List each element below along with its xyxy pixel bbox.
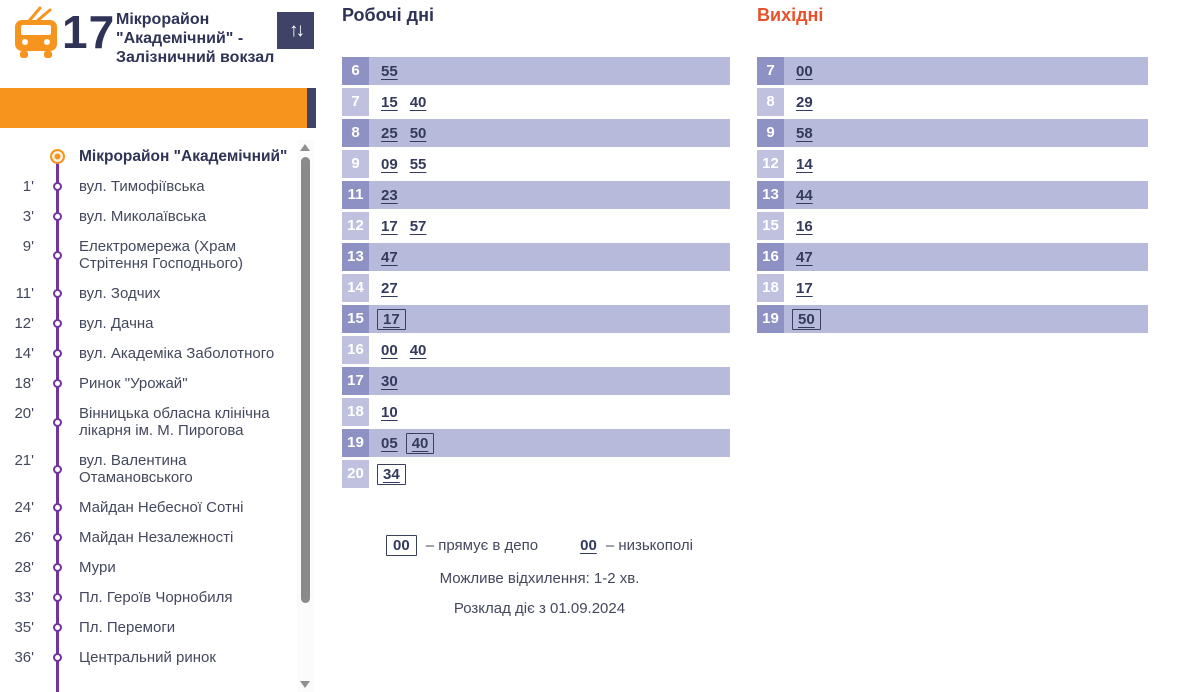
hour-cell: 15 (342, 305, 369, 333)
hour-cell: 11 (342, 181, 369, 209)
current-stop-icon (50, 149, 65, 164)
stop-name: вул. Зодчих (79, 285, 161, 302)
timetable-row (342, 88, 730, 116)
stop-travel-time: 24' (14, 499, 34, 516)
stop-marker-column (44, 148, 70, 165)
route-color-bar (0, 88, 307, 128)
hour-cell: 12 (757, 150, 784, 178)
depot-box-sample: 00 (386, 535, 417, 556)
timetable-row (342, 336, 730, 364)
trolleybus-icon (12, 6, 60, 60)
scrollbar-thumb[interactable] (301, 157, 310, 603)
stop-name: Електромережа (Храм Стрітення Господнього) (79, 238, 244, 272)
departure-minute-depot-link[interactable]: 50 (792, 309, 821, 330)
stop-marker-column (44, 178, 70, 195)
stop-circle-icon (53, 379, 62, 388)
departure-minute-link[interactable]: 47 (381, 248, 398, 266)
stop-list-item[interactable] (0, 405, 298, 439)
timetable-row (342, 119, 730, 147)
departure-minute-link[interactable]: 55 (381, 62, 398, 80)
stop-list-item[interactable] (0, 285, 298, 302)
stop-travel-time: 28' (14, 559, 34, 576)
stops-list (0, 148, 298, 666)
departure-minute-link[interactable]: 14 (796, 155, 813, 173)
hour-cell: 20 (342, 460, 369, 488)
stop-name: вул. Миколаївська (79, 208, 207, 225)
stop-name: Майдан Незалежності (79, 529, 234, 546)
swap-direction-button[interactable] (277, 12, 314, 49)
stop-travel-time: 33' (14, 589, 34, 606)
lowfloor-label: – низькополі (605, 537, 693, 554)
timetable-row (342, 274, 730, 302)
lowfloor-underline-sample: 00 (580, 537, 597, 554)
stop-name: Вінницька обласна клінічна лікарня ім. М. Пирогова (79, 405, 270, 439)
timetable-row (342, 243, 730, 271)
departure-minute-link[interactable]: 17 (381, 217, 398, 235)
timetable-row (757, 150, 1148, 178)
stop-name: Майдан Небесної Сотні (79, 499, 244, 516)
stop-list-item[interactable] (0, 649, 298, 666)
stop-marker-column (44, 345, 70, 362)
stop-marker-column (44, 315, 70, 332)
stop-circle-icon (53, 182, 62, 191)
hour-cell: 15 (757, 212, 784, 240)
timetable-row (342, 367, 730, 395)
stop-travel-time: 11' (15, 285, 34, 302)
stop-marker-column (44, 619, 70, 636)
timetable-row (342, 305, 730, 333)
stop-name: вул. Дачна (79, 315, 154, 332)
stop-travel-time: 1' (22, 178, 34, 195)
stop-circle-icon (53, 563, 62, 572)
departure-minute-link[interactable]: 30 (381, 372, 398, 390)
stop-travel-time: 14' (14, 345, 34, 362)
stop-travel-time: 3' (22, 208, 34, 225)
timetable-row (757, 119, 1148, 147)
departure-minute-link[interactable]: 00 (796, 62, 813, 80)
swap-vertical-icon: ↑↓ (289, 20, 302, 41)
depot-label: – прямує в депо (425, 537, 539, 554)
stop-name: Мури (79, 559, 116, 576)
hour-cell: 18 (342, 398, 369, 426)
timetable-row (757, 212, 1148, 240)
stop-list-item[interactable] (0, 375, 298, 392)
workdays-title: Робочі дні (342, 5, 434, 25)
departure-minute-link[interactable]: 05 (381, 434, 398, 452)
departure-minute-link[interactable]: 15 (381, 93, 398, 111)
stop-marker-column (44, 285, 70, 302)
stop-circle-icon (53, 212, 62, 221)
stop-circle-icon (53, 593, 62, 602)
stops-scrollbar[interactable] (297, 140, 314, 692)
departure-minute-link[interactable]: 58 (796, 124, 813, 142)
timetable-row (342, 460, 730, 488)
departure-minute-link[interactable]: 44 (796, 186, 813, 204)
weekend-title: Вихідні (757, 5, 824, 25)
timetable-row (342, 429, 730, 457)
legend (342, 535, 737, 556)
stop-list-item[interactable] (0, 148, 298, 165)
timetable-row (342, 150, 730, 178)
hour-cell: 8 (342, 119, 369, 147)
stop-marker-column (44, 405, 70, 439)
stop-list-item[interactable] (0, 499, 298, 516)
hour-cell: 16 (342, 336, 369, 364)
stop-marker-column (44, 529, 70, 546)
hour-cell: 19 (757, 305, 784, 333)
stop-circle-icon (53, 533, 62, 542)
timetable-row (342, 57, 730, 85)
departure-minute-link[interactable]: 40 (409, 93, 427, 111)
stop-name: Центральний ринок (79, 649, 216, 666)
hour-cell: 17 (342, 367, 369, 395)
stop-name: Пл. Перемоги (79, 619, 176, 636)
valid-from-note: Розклад діє з 01.09.2024 (453, 600, 626, 617)
stop-travel-time: 35' (14, 619, 34, 636)
departure-minute-link[interactable]: 09 (381, 155, 398, 173)
timetable-row (757, 274, 1148, 302)
stop-name: вул. Академіка Заболотного (79, 345, 275, 362)
hour-cell: 6 (342, 57, 369, 85)
stop-name: Пл. Героїв Чорнобиля (79, 589, 233, 606)
route-name: Мікрорайон "Академічний" - Залізничний вокзал (116, 11, 275, 66)
departure-minute-link[interactable]: 17 (796, 279, 813, 297)
departure-minute-link[interactable]: 23 (381, 186, 398, 204)
stop-list-item[interactable] (0, 208, 298, 225)
stop-list-item[interactable] (0, 619, 298, 636)
timetable-row (757, 243, 1148, 271)
timetable-row (757, 305, 1148, 333)
hour-cell: 14 (342, 274, 369, 302)
hour-cell: 7 (342, 88, 369, 116)
scroll-down-icon[interactable] (300, 681, 310, 688)
stop-travel-time: 26' (14, 529, 34, 546)
stop-circle-icon (53, 289, 62, 298)
stop-circle-icon (53, 465, 62, 474)
departure-minute-link[interactable]: 25 (381, 124, 398, 142)
departure-minute-link[interactable]: 50 (409, 124, 427, 142)
hour-cell: 16 (757, 243, 784, 271)
stop-travel-time: 21' (14, 452, 34, 469)
stop-marker-column (44, 208, 70, 225)
departure-minute-link[interactable]: 16 (796, 217, 813, 235)
timetable-row (757, 181, 1148, 209)
hour-cell: 12 (342, 212, 369, 240)
hour-cell: 7 (757, 57, 784, 85)
hour-cell: 18 (757, 274, 784, 302)
departure-minute-depot-link[interactable]: 40 (406, 433, 435, 454)
stop-list-item[interactable] (0, 452, 298, 486)
stop-name: вул. Валентина Отамановського (79, 452, 193, 486)
deviation-note: Можливе відхилення: 1-2 хв. (439, 570, 640, 587)
stop-travel-time: 12' (14, 315, 34, 332)
stops-panel (0, 140, 298, 692)
timetable-row (757, 88, 1148, 116)
workdays-timetable (342, 57, 730, 488)
departure-minute-link[interactable]: 55 (409, 155, 427, 173)
stop-name: Мікрорайон "Академічний" (79, 148, 288, 165)
weekend-timetable (757, 57, 1148, 333)
departure-minute-depot-link[interactable]: 17 (377, 309, 406, 330)
timetable-row (757, 57, 1148, 85)
departure-minute-link[interactable]: 00 (381, 341, 398, 359)
stop-list-item[interactable] (0, 345, 298, 362)
stop-list-item[interactable] (0, 178, 298, 195)
hour-cell: 9 (342, 150, 369, 178)
stop-list-item[interactable] (0, 238, 298, 272)
departure-minute-link[interactable]: 47 (796, 248, 813, 266)
timetable-row (342, 212, 730, 240)
stop-travel-time: 18' (14, 375, 34, 392)
stop-circle-icon (53, 418, 62, 427)
stop-name: вул. Тимофіївська (79, 178, 205, 195)
departure-minute-link[interactable]: 57 (409, 217, 427, 235)
stop-marker-column (44, 375, 70, 392)
stop-circle-icon (53, 251, 62, 260)
stop-circle-icon (53, 349, 62, 358)
stop-travel-time: 9' (22, 238, 34, 255)
stop-marker-column (44, 559, 70, 576)
hour-cell: 13 (342, 243, 369, 271)
stop-travel-time: 36' (14, 649, 34, 666)
stop-circle-icon (53, 653, 62, 662)
stop-list-item[interactable] (0, 589, 298, 606)
hour-cell: 9 (757, 119, 784, 147)
stop-list-item[interactable] (0, 559, 298, 576)
stop-circle-icon (53, 503, 62, 512)
departure-minute-link[interactable]: 40 (409, 341, 427, 359)
departure-minute-depot-link[interactable]: 34 (377, 464, 406, 485)
departure-minute-link[interactable]: 10 (381, 403, 398, 421)
hour-cell: 13 (757, 181, 784, 209)
stop-marker-column (44, 589, 70, 606)
timetable-row (342, 398, 730, 426)
hour-cell: 8 (757, 88, 784, 116)
stop-circle-icon (53, 623, 62, 632)
stop-marker-column (44, 238, 70, 272)
departure-minute-link[interactable]: 29 (796, 93, 813, 111)
stop-marker-column (44, 499, 70, 516)
stop-list-item[interactable] (0, 529, 298, 546)
stop-circle-icon (53, 319, 62, 328)
route-number: 17 (62, 6, 116, 58)
route-color-bar-end (307, 88, 316, 128)
scroll-up-icon[interactable] (300, 144, 310, 151)
timetable-row (342, 181, 730, 209)
stop-list-item[interactable] (0, 315, 298, 332)
stop-marker-column (44, 649, 70, 666)
stop-name: Ринок "Урожай" (79, 375, 188, 392)
departure-minute-link[interactable]: 27 (381, 279, 398, 297)
stop-travel-time: 20' (14, 405, 34, 422)
stop-marker-column (44, 452, 70, 486)
hour-cell: 19 (342, 429, 369, 457)
